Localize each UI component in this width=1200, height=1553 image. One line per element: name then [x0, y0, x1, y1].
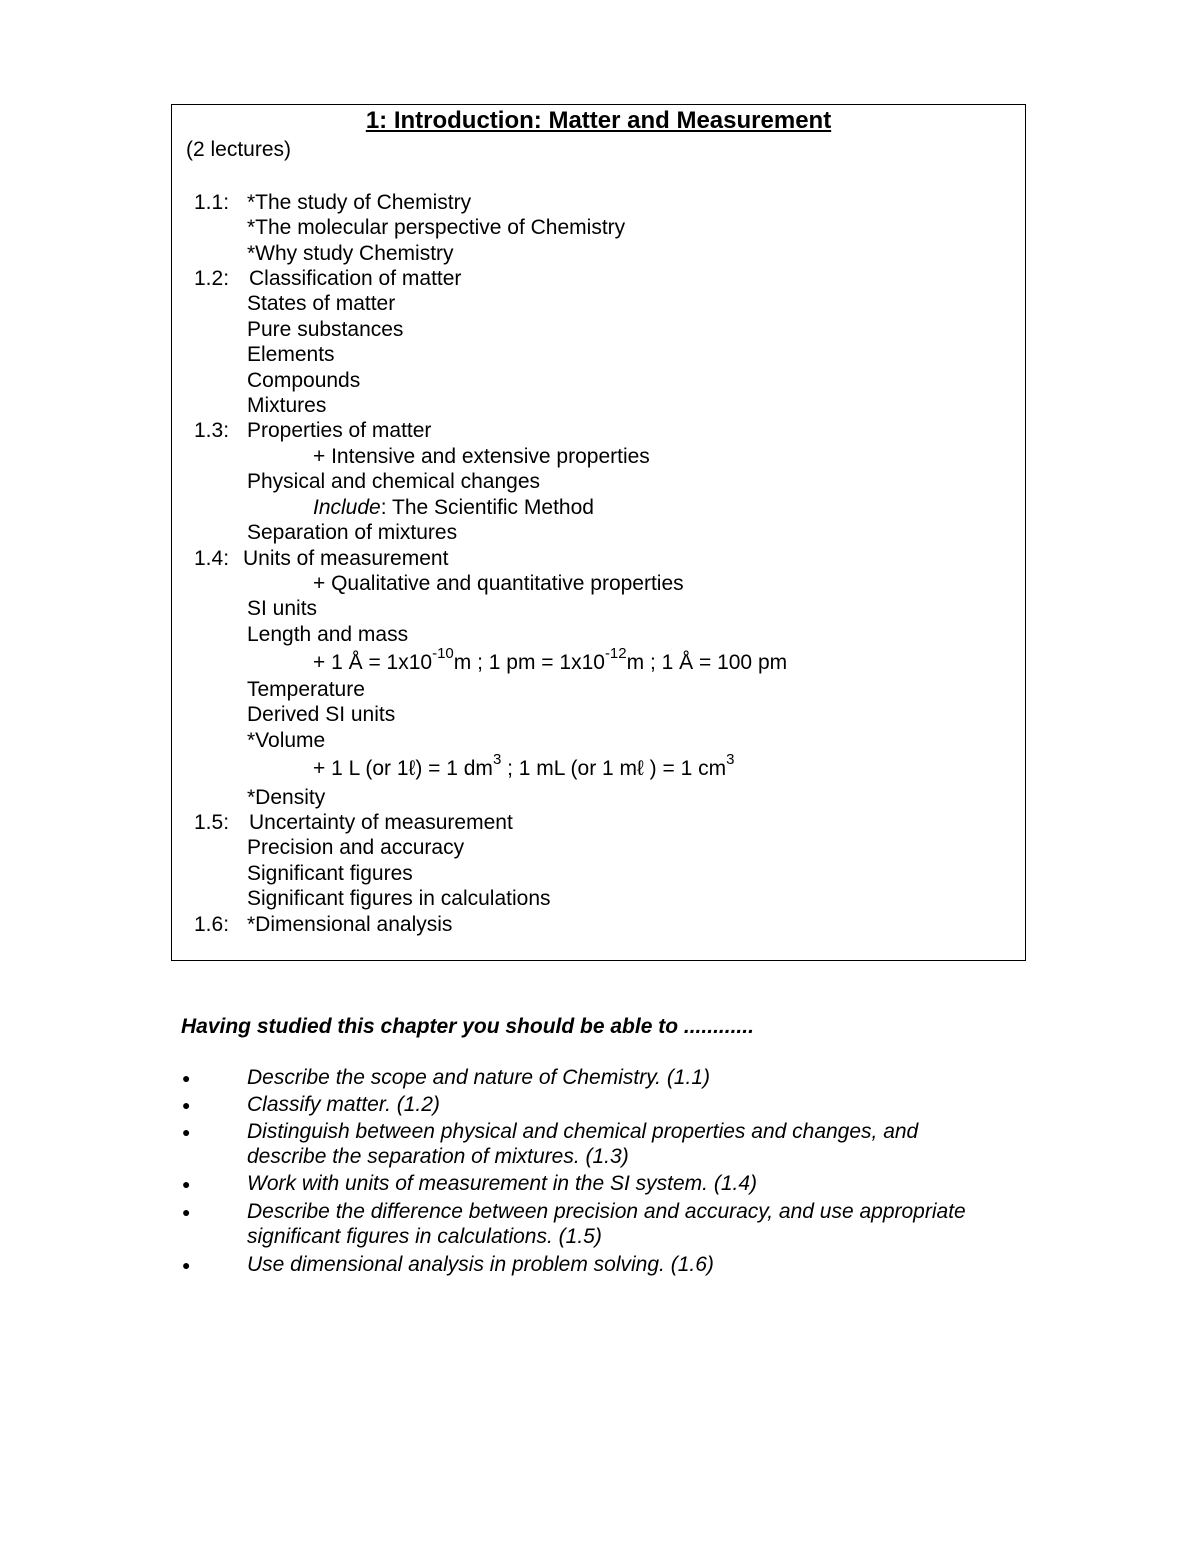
outline-item: Mixtures [247, 394, 327, 417]
outcome-item: Use dimensional analysis in problem solving. (1.6) [247, 1253, 714, 1276]
outcomes-heading: Having studied this chapter you should be able to ............ [181, 1015, 754, 1038]
include-text: : The Scientific Method [380, 496, 594, 519]
outcome-item: Describe the difference between precision and accuracy, and use appropriate [247, 1200, 966, 1223]
eq-part: + 1 L (or 1ℓ) = 1 dm [313, 757, 493, 780]
eq-part: m ; 1 pm = 1x10 [453, 651, 605, 674]
eq-part: + 1 Å = 1x10 [313, 651, 433, 674]
outline-item: Classification of matter [249, 267, 462, 290]
outline-item: *Dimensional analysis [247, 913, 453, 936]
bullet-icon: ● [182, 1124, 191, 1140]
outline-item: *Why study Chemistry [247, 242, 454, 265]
section-number-1-6: 1.6: [194, 913, 230, 936]
outcome-item: Distinguish between physical and chemical properties and changes, and [247, 1120, 919, 1143]
outline-item: Compounds [247, 369, 361, 392]
outline-subitem: + Qualitative and quantitative properties [313, 572, 684, 595]
include-label: Include [313, 496, 381, 519]
outline-item: Physical and chemical changes [247, 470, 540, 493]
bullet-icon: ● [182, 1204, 191, 1220]
outcome-item-continued: describe the separation of mixtures. (1.3) [247, 1145, 629, 1168]
outcome-item: Classify matter. (1.2) [247, 1093, 440, 1116]
outline-item: Significant figures [247, 862, 413, 885]
outline-item: Derived SI units [247, 703, 396, 726]
length-equation [313, 645, 788, 675]
outline-item: SI units [247, 597, 318, 620]
exponent: -10 [432, 645, 454, 662]
bullet-icon: ● [182, 1070, 191, 1086]
section-number-1-3: 1.3: [194, 419, 230, 442]
outline-item: Properties of matter [247, 419, 432, 442]
outline-item: States of matter [247, 292, 396, 315]
exponent: -12 [604, 645, 627, 662]
bullet-icon: ● [182, 1097, 191, 1113]
outline-include-note [313, 495, 594, 520]
outline-item: Units of measurement [243, 547, 449, 570]
exponent: 3 [726, 751, 735, 768]
outline-item: *The molecular perspective of Chemistry [247, 216, 626, 239]
outline-item: *Volume [247, 729, 326, 752]
outline-item: *Density [247, 786, 326, 809]
outline-item: Pure substances [247, 318, 404, 341]
bullet-icon: ● [182, 1176, 191, 1192]
lectures-count: (2 lectures) [186, 138, 292, 161]
eq-part: m ; 1 Å = 100 pm [626, 651, 788, 674]
chapter-title: 1: Introduction: Matter and Measurement [365, 107, 832, 134]
section-number-1-2: 1.2: [194, 267, 230, 290]
eq-part: ; 1 mL (or 1 mℓ ) = 1 cm [501, 757, 727, 780]
outline-item: *The study of Chemistry [247, 191, 472, 214]
outcome-item: Describe the scope and nature of Chemistry. (1.1) [247, 1066, 710, 1089]
outline-item: Separation of mixtures [247, 521, 458, 544]
section-number-1-5: 1.5: [194, 811, 230, 834]
bullet-icon: ● [182, 1257, 191, 1273]
outcome-item: Work with units of measurement in the SI system. (1.4) [247, 1172, 758, 1195]
outline-item: Temperature [247, 678, 365, 701]
exponent: 3 [492, 751, 502, 768]
outline-item: Elements [247, 343, 335, 366]
outline-item: Uncertainty of measurement [249, 811, 513, 834]
outline-item: Significant figures in calculations [247, 887, 551, 910]
outline-item: Length and mass [247, 623, 409, 646]
outline-subitem: + Intensive and extensive properties [313, 445, 650, 468]
outcome-item-continued: significant figures in calculations. (1.5) [247, 1225, 602, 1248]
volume-equation [313, 751, 735, 781]
section-number-1-4: 1.4: [194, 547, 230, 570]
outline-item: Precision and accuracy [247, 836, 465, 859]
section-number-1-1: 1.1: [194, 191, 230, 214]
